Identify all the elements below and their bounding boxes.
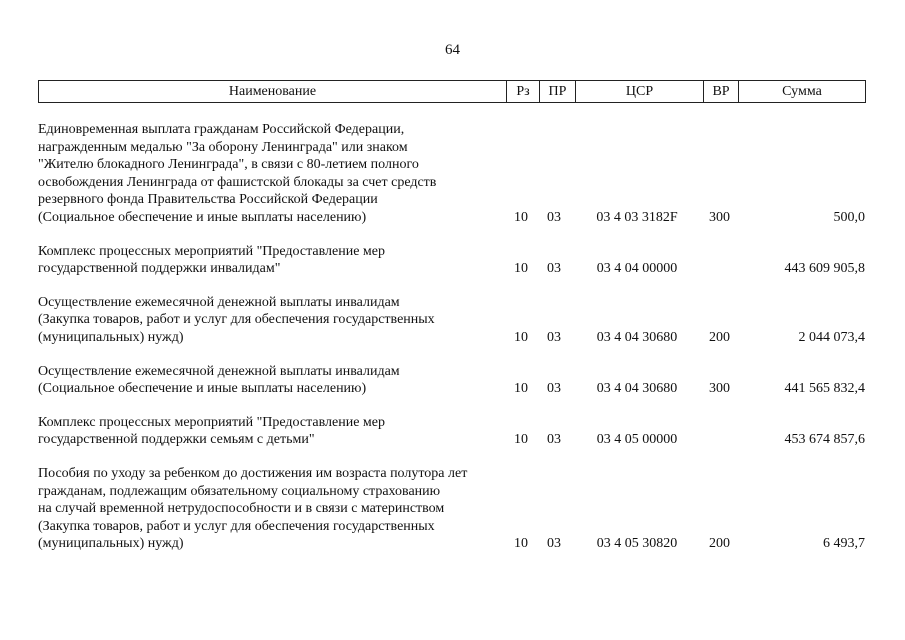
row-csr: 03 4 05 00000 [596, 432, 678, 448]
row-pr: 03 [547, 261, 561, 277]
header-pr: ПР [540, 81, 576, 103]
row-name: Осуществление ежемесячной денежной выплаты инвалидам (Социальное обеспечение и иные выплаты населению) [38, 363, 400, 397]
row-csr: 03 4 04 30680 [596, 329, 678, 345]
row-rz: 10 [514, 261, 528, 277]
header-sum: Сумма [739, 81, 866, 103]
table-row [38, 121, 865, 227]
row-rz: 10 [514, 209, 528, 225]
row-csr: 03 4 04 00000 [596, 261, 678, 277]
row-rz: 10 [514, 432, 528, 448]
table-body [38, 121, 865, 553]
row-vr: 200 [709, 536, 730, 552]
row-vr: 200 [709, 329, 730, 345]
row-csr: 03 4 04 30680 [596, 381, 678, 397]
table-row [38, 414, 865, 449]
page-number: 64 [445, 42, 460, 58]
row-vr: 300 [709, 381, 730, 397]
row-sum: 441 565 832,4 [784, 381, 865, 397]
row-vr: 300 [709, 209, 730, 225]
table-row [38, 243, 865, 278]
row-name: Комплекс процессных мероприятий "Предоставление мер государственной поддержки семьям с детьми" [38, 414, 386, 448]
row-name: Осуществление ежемесячной денежной выплаты инвалидам (Закупка товаров, работ и услуг для обеспечения государственных (муниципальных) нужд) [38, 294, 435, 345]
table-header [38, 80, 866, 103]
table-row [38, 363, 865, 398]
header-csr: ЦСР [576, 81, 704, 103]
row-rz: 10 [514, 381, 528, 397]
header-vr: ВР [704, 81, 739, 103]
row-csr: 03 4 03 3182F [596, 209, 678, 225]
row-name: Единовременная выплата гражданам Российской Федерации, награжденным медалью "За оборону Ленинграда" или знаком "Жителю блокадного Ленинграда", в связи с 80-летием полного освобождения Ленинграда от фашистской блокады за счет средств резервного фонда Правительства Российской Федерации (Социальное обеспечение и иные выплаты населению) [38, 122, 437, 225]
row-pr: 03 [547, 209, 561, 225]
row-name: Пособия по уходу за ребенком до достижения им возраста полутора лет гражданам, подлежащим обязательному социальному страхованию на случай временной нетрудоспособности и в связи с материнством (Закупка товаров, работ и услуг для обеспечения государственных (муниципальных) нужд) [38, 465, 468, 552]
table-row [38, 465, 865, 553]
row-sum: 2 044 073,4 [798, 329, 865, 345]
row-pr: 03 [547, 329, 561, 345]
row-pr: 03 [547, 432, 561, 448]
row-pr: 03 [547, 381, 561, 397]
row-sum: 453 674 857,6 [784, 432, 865, 448]
row-rz: 10 [514, 536, 528, 552]
table-row [38, 294, 865, 347]
header-name: Наименование [39, 81, 507, 103]
header-rz: Рз [507, 81, 540, 103]
row-sum: 6 493,7 [823, 536, 865, 552]
row-sum: 500,0 [833, 209, 865, 225]
row-pr: 03 [547, 536, 561, 552]
row-sum: 443 609 905,8 [784, 261, 865, 277]
row-csr: 03 4 05 30820 [596, 536, 678, 552]
row-rz: 10 [514, 329, 528, 345]
row-name: Комплекс процессных мероприятий "Предоставление мер государственной поддержки инвалидам" [38, 243, 386, 277]
